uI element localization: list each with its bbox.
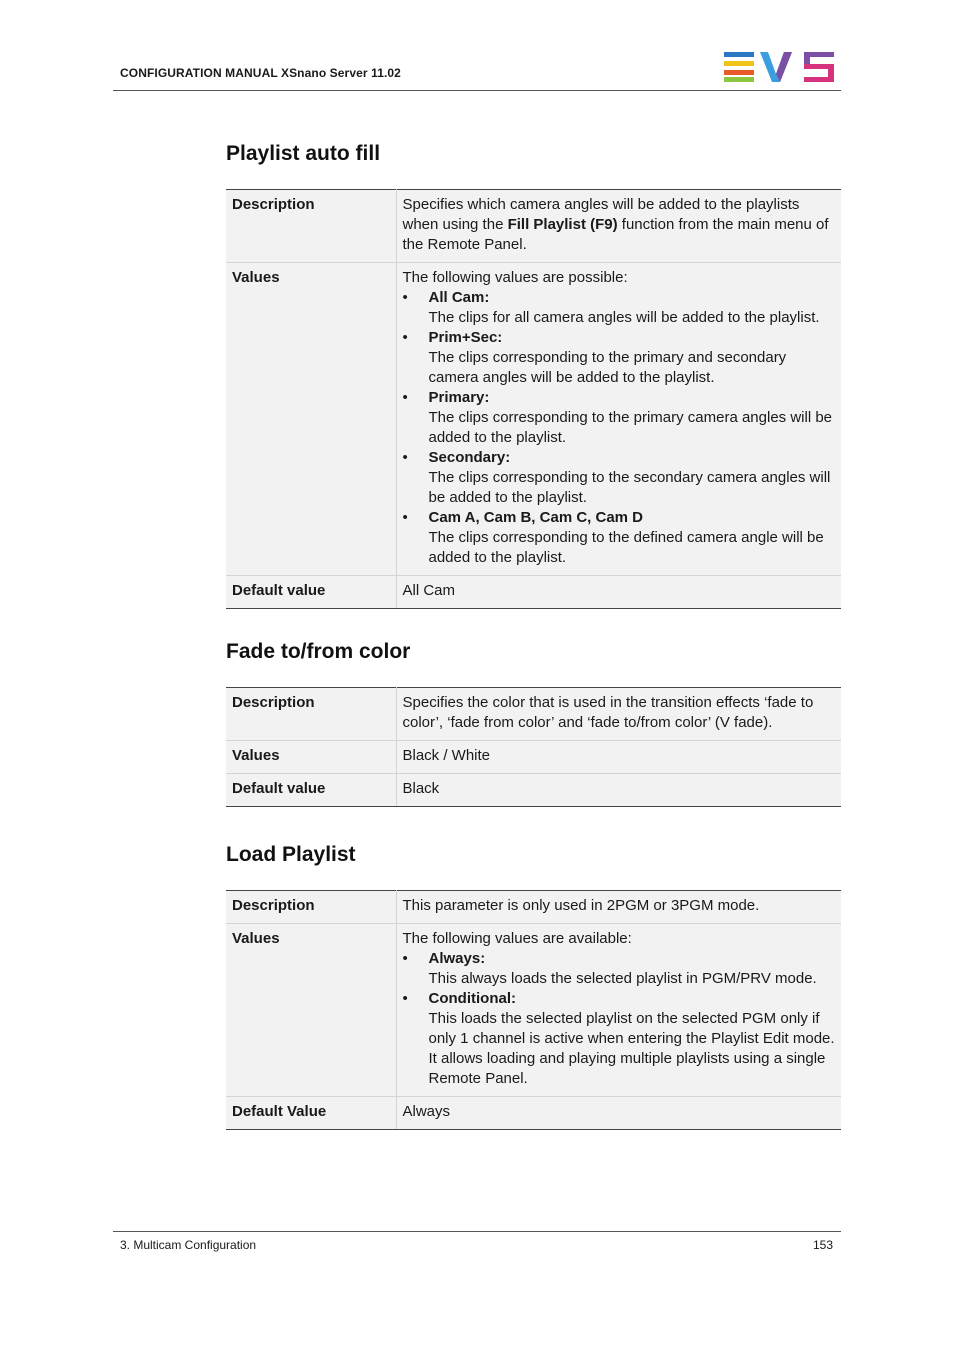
description-bold-text: Fill Playlist (F9) <box>507 216 618 233</box>
list-item <box>403 949 836 989</box>
value-term: • Cam A, Cam B, Cam C, Cam D <box>428 509 643 526</box>
value-desc: The clips corresponding to the defined camera angle will be added to the playlist. <box>428 529 824 566</box>
table-row <box>226 576 841 609</box>
table-row <box>226 924 841 1097</box>
list-item <box>403 508 836 568</box>
row-value: This parameter is only used in 2PGM or 3PGM mode. <box>396 891 841 924</box>
header-rule <box>113 90 841 91</box>
value-term: • Conditional: <box>428 990 516 1007</box>
value-desc: The clips corresponding to the primary and secondary camera angles will be added to the playlist. <box>428 349 787 386</box>
list-item <box>403 288 836 328</box>
value-term: • All Cam: <box>428 289 490 306</box>
list-item <box>403 388 836 448</box>
values-intro: The following values are available: <box>402 930 632 947</box>
header-title: CONFIGURATION MANUAL XSnano Server 11.02 <box>120 66 401 80</box>
row-label: Description <box>226 190 396 263</box>
description-text: Specifies which camera angles will be added to the playlists when using the <box>402 196 800 233</box>
row-value <box>396 263 841 576</box>
values-list <box>403 949 836 1089</box>
table-row <box>226 741 841 774</box>
footer-rule <box>113 1231 841 1232</box>
list-item <box>403 328 836 388</box>
row-value: Specifies the color that is used in the transition effects ‘fade to color’, ‘fade from color’ and ‘fade to/from color’ (V fade). <box>396 688 841 741</box>
value-term: • Prim+Sec: <box>428 329 503 346</box>
row-value: Black / White <box>396 741 841 774</box>
table-fade-to-from-color <box>226 687 841 807</box>
value-desc: The clips corresponding to the primary camera angles will be added to the playlist. <box>428 409 833 446</box>
description-text: function from the main menu of the Remote Panel. <box>402 216 829 253</box>
evs-logo-icon <box>724 52 836 82</box>
row-label: Values <box>226 741 396 774</box>
section-title-fade-to-from-color: Fade to/from color <box>226 640 411 663</box>
value-term: • Secondary: <box>428 449 511 466</box>
row-label: Default value <box>226 774 396 807</box>
row-label: Values <box>226 263 396 576</box>
row-value: Black <box>396 774 841 807</box>
row-label: Default Value <box>226 1097 396 1130</box>
value-term: • Primary: <box>428 389 490 406</box>
row-label: Description <box>226 688 396 741</box>
table-row <box>226 891 841 924</box>
table-row <box>226 688 841 741</box>
value-desc: The clips corresponding to the secondary camera angles will be added to the playlist. <box>428 469 831 506</box>
row-label: Values <box>226 924 396 1097</box>
row-value <box>396 190 841 263</box>
table-playlist-auto-fill <box>226 189 841 609</box>
value-term: • Always: <box>428 950 486 967</box>
value-desc: This loads the selected playlist on the selected PGM only if only 1 channel is active when entering the Playlist Edit mode. It allows loading and playing multiple playlists using a single Remote Panel. <box>428 1010 835 1087</box>
row-value <box>396 924 841 1097</box>
table-row <box>226 190 841 263</box>
row-label: Default value <box>226 576 396 609</box>
table-row <box>226 263 841 576</box>
table-load-playlist <box>226 890 841 1130</box>
list-item <box>403 448 836 508</box>
table-row <box>226 774 841 807</box>
table-row <box>226 1097 841 1130</box>
row-value: Always <box>396 1097 841 1130</box>
list-item <box>403 989 836 1089</box>
section-title-load-playlist: Load Playlist <box>226 843 356 866</box>
section-title-playlist-auto-fill: Playlist auto fill <box>226 142 381 165</box>
page-number: 153 <box>812 1238 833 1252</box>
value-desc: The clips for all camera angles will be added to the playlist. <box>428 309 820 326</box>
values-intro: The following values are possible: <box>402 269 628 286</box>
footer-chapter: 3. Multicam Configuration <box>120 1238 257 1252</box>
values-list <box>403 288 836 568</box>
value-desc: This always loads the selected playlist in PGM/PRV mode. <box>428 970 817 987</box>
row-value: All Cam <box>396 576 841 609</box>
row-label: Description <box>226 891 396 924</box>
